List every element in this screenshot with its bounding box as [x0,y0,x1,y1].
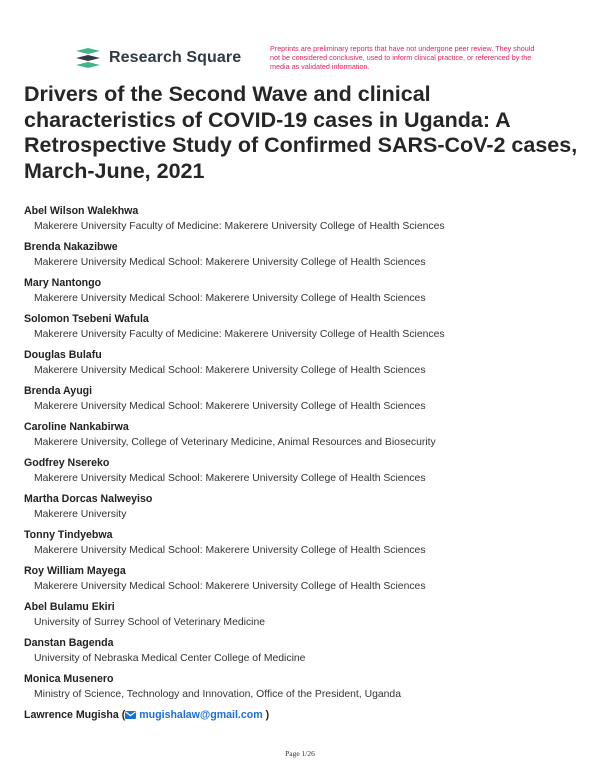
envelope-icon [125,711,136,719]
author-affiliation: University of Surrey School of Veterinary Medicine [34,617,266,628]
logo-text: Research Square [109,49,242,66]
author-affiliation: Makerere University Medical School: Makerere University College of Health Sciences [34,473,426,484]
close-paren: ) [265,709,270,721]
author-affiliation: Makerere University Medical School: Makerere University College of Health Sciences [34,581,426,592]
author-entry [24,673,584,709]
paper-title: Drivers of the Second Wave and clinical characteristics of COVID-19 cases in Uganda: A Retrospective Study of Confirmed SARS-CoV-2 cases, March-June, 2021 [24,82,578,183]
author-entry [24,601,584,637]
author-affiliation: Ministry of Science, Technology and Innovation, Office of the President, Uganda [34,689,401,700]
page-number: Page 1/26 [285,749,315,758]
author-affiliation: Makerere University Medical School: Makerere University College of Health Sciences [34,257,426,268]
author-affiliation: Makerere University, College of Veterinary Medicine, Animal Resources and Biosecurity [34,437,436,448]
author-name: Abel Wilson Walekhwa [24,205,139,217]
email-address: mugishalaw@gmail.com [139,709,263,721]
author-name: Monica Musenero [24,673,114,685]
author-entry [24,349,584,385]
author-name: Douglas Bulafu [24,349,102,361]
corresponding-author-name: Lawrence Mugisha [24,709,119,721]
open-paren: ( [121,709,126,721]
author-name: Danstan Bagenda [24,637,114,649]
author-affiliation: Makerere University Faculty of Medicine: Makerere University College of Health Sciences [34,221,445,232]
author-entry [24,313,584,349]
author-name: Brenda Ayugi [24,385,93,397]
author-entry [24,457,584,493]
author-affiliation: Makerere University Medical School: Makerere University College of Health Sciences [34,545,426,556]
author-entry [24,529,584,565]
author-name: Caroline Nankabirwa [24,421,129,433]
author-name: Roy William Mayega [24,565,126,577]
author-affiliation: Makerere University Medical School: Makerere University College of Health Sciences [34,365,426,376]
author-name: Abel Bulamu Ekiri [24,601,115,613]
author-entry [24,421,584,457]
author-affiliation: Makerere University Faculty of Medicine: Makerere University College of Health Sciences [34,329,445,340]
author-name: Godfrey Nsereko [24,457,110,469]
author-entry [24,277,584,313]
preprint-notice: Preprints are preliminary reports that have not undergone peer review. They should not be considered conclusive, used to inform clinical practice, or referenced by the media as validated information. [270,44,535,72]
author-entry [24,385,584,421]
author-entry [24,241,584,277]
author-affiliation: Makerere University Medical School: Makerere University College of Health Sciences [34,401,426,412]
author-name: Tonny Tindyebwa [24,529,113,541]
author-entry [24,493,584,529]
author-name: Martha Dorcas Nalweyiso [24,493,153,505]
author-name: Brenda Nakazibwe [24,241,118,253]
email-link[interactable] [125,709,262,721]
author-entry [24,637,584,673]
author-affiliation: Makerere University Medical School: Makerere University College of Health Sciences [34,293,426,304]
research-square-logo-icon [75,47,101,69]
author-name: Mary Nantongo [24,277,102,289]
author-affiliation: Makerere University [34,509,127,520]
author-entry [24,565,584,601]
author-entry [24,205,584,241]
author-name: Solomon Tsebeni Wafula [24,313,149,325]
research-square-logo[interactable] [75,47,241,69]
author-affiliation: University of Nebraska Medical Center College of Medicine [34,653,306,664]
corresponding-author [24,709,584,724]
author-list [24,205,584,724]
